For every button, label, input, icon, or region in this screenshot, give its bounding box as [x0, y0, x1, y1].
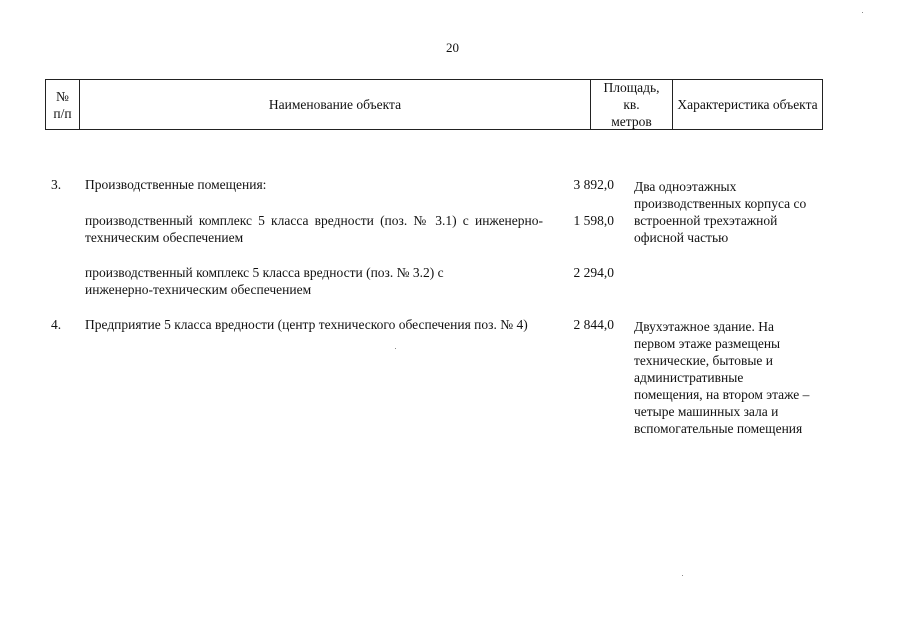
object-name: производственный комплекс 5 класса вредности (поз. № 3.1) с инженерно-техническим обеспечением: [85, 213, 543, 245]
page-number: 20: [446, 40, 459, 55]
scan-speck: [862, 12, 863, 13]
object-name: производственный комплекс 5 класса вредности (поз. № 3.2) с инженерно-техническим обеспечением: [85, 265, 444, 297]
object-description: Два одноэтажных производственных корпуса со встроенной трехэтажной офисной частью: [634, 179, 807, 245]
object-name: Производственные помещения:: [85, 177, 267, 192]
header-number-column: № п/п: [46, 80, 80, 129]
row-number: 3.: [51, 177, 62, 192]
object-area: 1 598,0: [573, 213, 614, 228]
object-area: 2 294,0: [573, 265, 614, 280]
scan-speck: [395, 348, 396, 349]
header-name-column: Наименование объекта: [80, 80, 591, 129]
row-number: 4.: [51, 317, 62, 332]
header-area-column: Площадь, кв. метров: [591, 80, 673, 129]
object-area: 3 892,0: [573, 177, 614, 192]
header-description-column: Характеристика объекта: [677, 97, 818, 112]
scan-speck: [682, 575, 683, 576]
object-area: 2 844,0: [573, 317, 614, 332]
object-description: Двухэтажное здание. На первом этаже размещены технические, бытовые и административные помещения, на втором этаже – четыре машинных зала и вспомогательные помещения: [634, 319, 810, 436]
table-header: [45, 79, 823, 130]
object-name: Предприятие 5 класса вредности (центр технического обеспечения поз. № 4): [85, 317, 528, 332]
